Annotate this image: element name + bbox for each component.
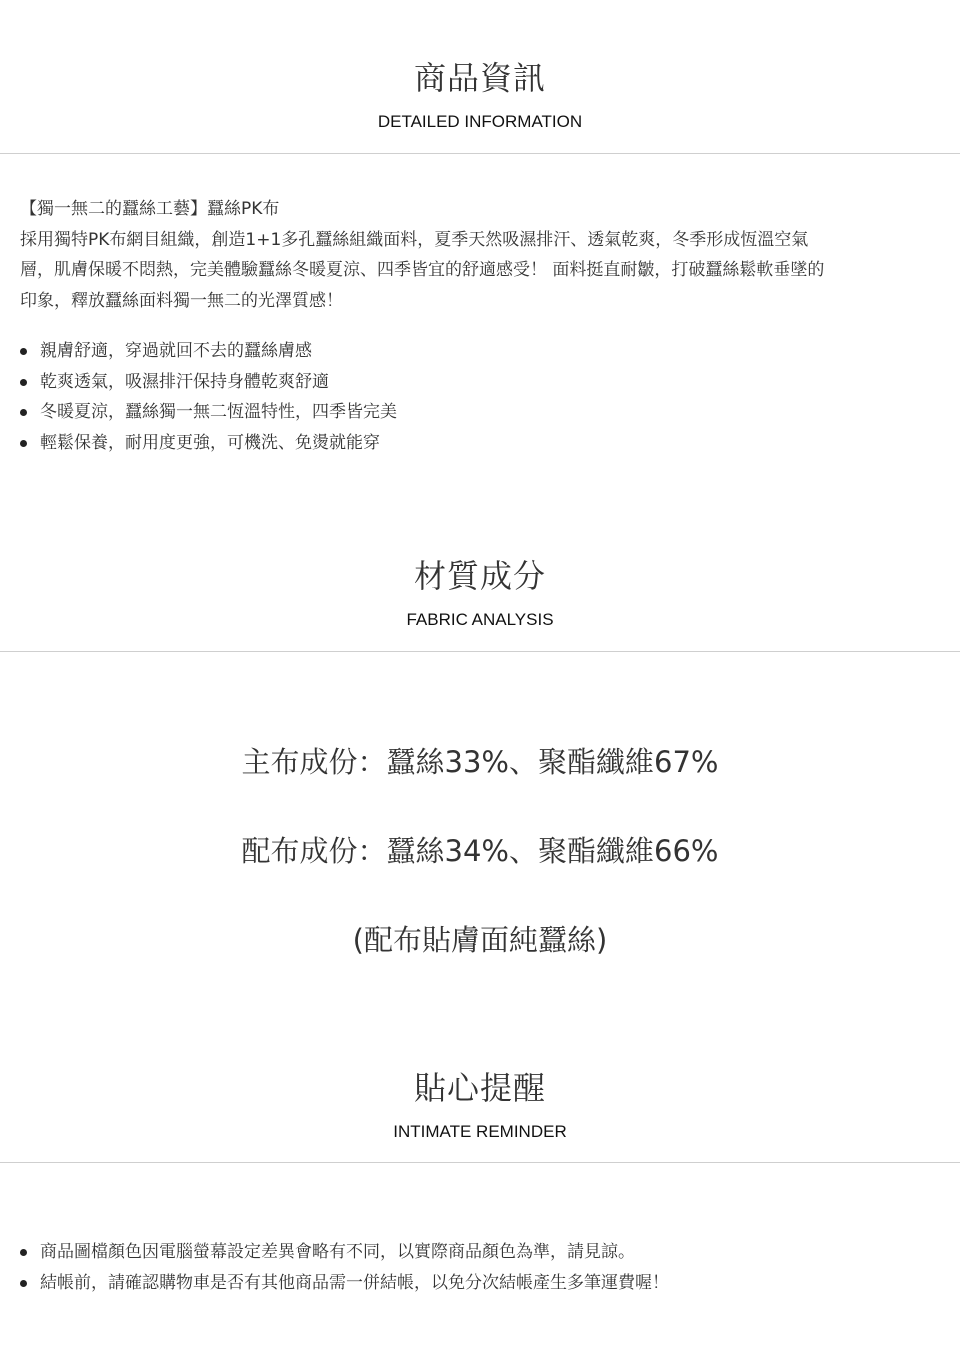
fabric-note: (配布貼膚面純蠶絲) — [352, 923, 608, 957]
section-divider — [0, 1162, 960, 1163]
reminder-text: 結帳前，請確認購物車是否有其他商品需一併結帳，以免分次結帳產生多筆運費喔！ — [40, 1272, 669, 1293]
fabric-header — [0, 556, 960, 630]
feature-text: 乾爽透氣，吸濕排汗保持身體乾爽舒適 — [40, 371, 329, 392]
bullet-icon — [20, 440, 27, 447]
description-line: 採用獨特PK布網目組織，創造1+1多孔蠶絲組織面料，夏季天然吸濕排汗、透氣乾爽，冬季形成恆溫空氣 — [20, 229, 809, 250]
list-item — [20, 367, 940, 398]
description-line: 層，肌膚保暖不悶熱，完美體驗蠶絲冬暖夏涼、四季皆宜的舒適感受！ 面料挺直耐皺，打破蠶絲鬆軟垂墜的 — [20, 260, 825, 280]
feature-text: 冬暖夏涼，蠶絲獨一無二恆溫特性，四季皆完美 — [40, 402, 397, 422]
main-fabric-composition: 主布成份：蠶絲33%、聚酯纖維67% — [241, 745, 719, 779]
list-item — [20, 1237, 940, 1268]
list-item — [20, 1268, 940, 1299]
bullet-icon — [20, 348, 27, 355]
description-line: 印象，釋放蠶絲面料獨一無二的光澤質感！ — [20, 290, 343, 311]
list-item — [20, 428, 940, 459]
product-description — [20, 194, 940, 316]
reminder-header — [0, 1068, 960, 1142]
list-item — [20, 336, 940, 367]
secondary-fabric-composition: 配布成份：蠶絲34%、聚酯纖維66% — [241, 834, 719, 868]
bullet-icon — [20, 1249, 27, 1256]
reminder-list — [20, 1237, 940, 1298]
feature-list — [20, 336, 940, 458]
list-item — [20, 397, 940, 428]
bullet-icon — [20, 1280, 27, 1287]
product-heading: 【獨一無二的蠶絲工藝】蠶絲PK布 — [20, 199, 280, 219]
bullet-icon — [20, 379, 27, 386]
product-info-subtitle: DETAILED INFORMATION — [377, 112, 583, 131]
product-info-title: 商品資訊 — [413, 59, 546, 97]
section-divider — [0, 153, 960, 154]
product-info-header — [0, 58, 960, 132]
fabric-subtitle: FABRIC ANALYSIS — [406, 610, 554, 629]
reminder-text: 商品圖檔顏色因電腦螢幕設定差異會略有不同，以實際商品顏色為準，請見諒。 — [40, 1242, 635, 1262]
section-divider — [0, 651, 960, 652]
reminder-title: 貼心提醒 — [413, 1069, 546, 1107]
fabric-title: 材質成分 — [413, 557, 546, 595]
feature-text: 親膚舒適，穿過就回不去的蠶絲膚感 — [40, 341, 312, 361]
feature-text: 輕鬆保養，耐用度更強，可機洗、免燙就能穿 — [40, 432, 380, 453]
reminder-subtitle: INTIMATE REMINDER — [393, 1122, 567, 1141]
bullet-icon — [20, 409, 27, 416]
